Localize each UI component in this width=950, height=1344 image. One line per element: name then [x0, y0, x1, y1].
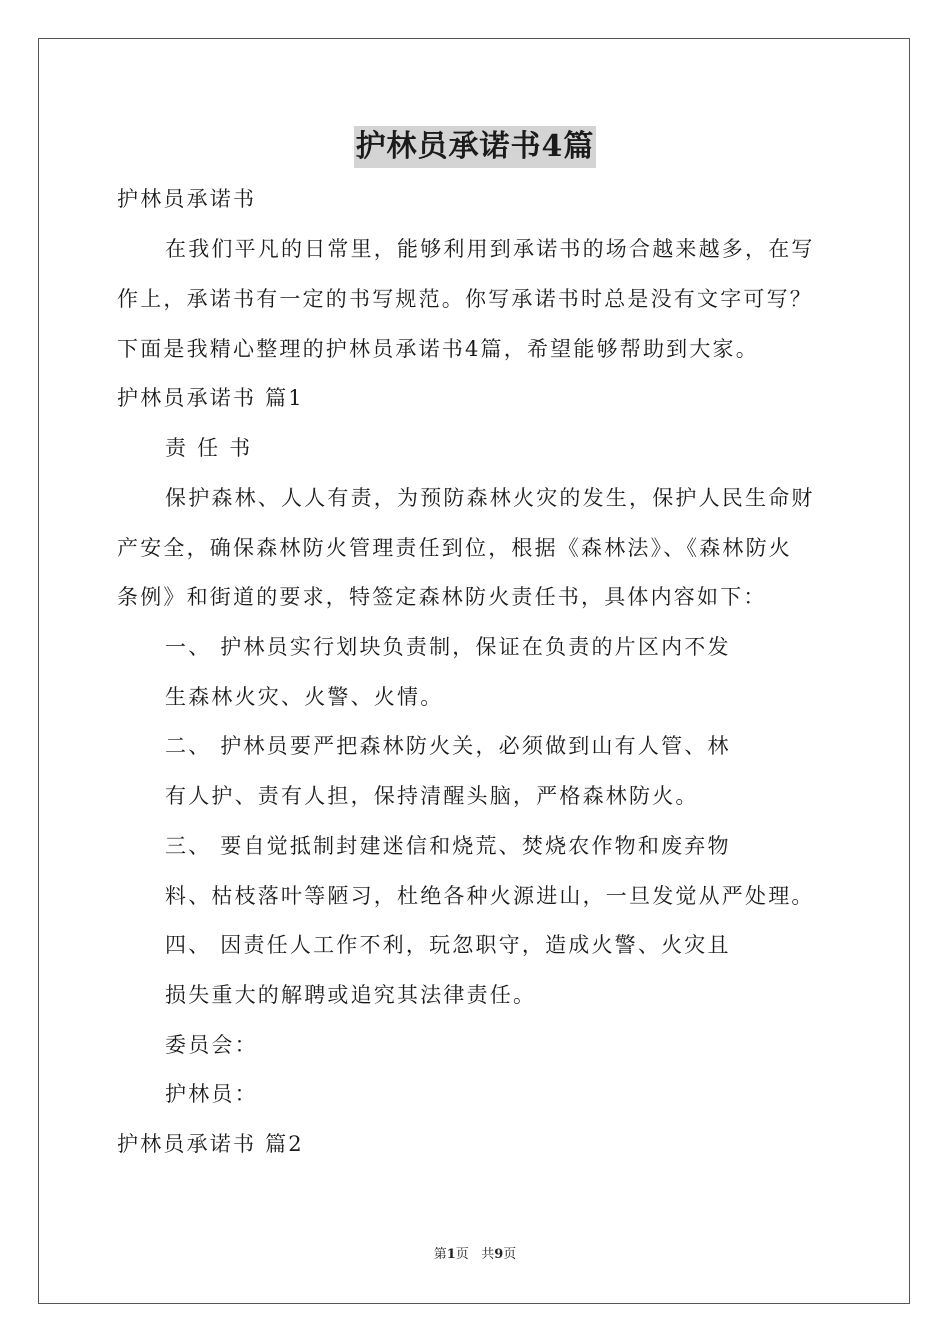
paragraph-line: 在我们平凡的日常里，能够利用到承诺书的场合越来越多，在写 [165, 237, 815, 261]
list-item-line: 料、枯枝落叶等陋习，杜绝各种火源进山，一旦发觉从严处理。 [165, 884, 815, 908]
list-item-line: 二、 护林员要严把森林防火关，必须做到山有人管、林 [165, 734, 731, 758]
paragraph-line: 下面是我精心整理的护林员承诺书4篇，希望能够帮助到大家。 [117, 337, 759, 361]
page-frame [38, 38, 910, 1304]
footer-page-number: 1 [446, 1247, 456, 1262]
document-title: 护林员承诺书4篇 [354, 126, 597, 168]
footer-page-label: 页 [455, 1247, 469, 1262]
list-item-line: 损失重大的解聘或追究其法律责任。 [165, 983, 537, 1007]
list-item-line: 生森林火灾、火警、火情。 [165, 685, 444, 709]
list-item-line: 有人护、责有人担，保持清醒头脑，严格森林防火。 [165, 784, 699, 808]
subsection-heading: 责 任 书 [165, 436, 253, 460]
paragraph-line: 产安全，确保森林防火管理责任到位，根据《森林法》、《森林防火 [117, 536, 792, 560]
signature-line: 委员会： [165, 1033, 258, 1057]
footer-total-pages: 9 [494, 1247, 504, 1262]
signature-line: 护林员： [165, 1082, 258, 1106]
footer-total-prefix: 共 [481, 1247, 495, 1262]
section-heading: 护林员承诺书 篇2 [117, 1132, 304, 1156]
list-item-line: 一、 护林员实行划块负责制，保证在负责的片区内不发 [165, 635, 731, 659]
page-footer [0, 1246, 950, 1264]
list-item-line: 四、 因责任人工作不利，玩忽职守，造成火警、火灾且 [165, 933, 731, 957]
paragraph-line: 作上，承诺书有一定的书写规范。你写承诺书时总是没有文字可写？ [117, 287, 813, 311]
paragraph-line: 条例》和街道的要求，特签定森林防火责任书，具体内容如下： [117, 585, 767, 609]
footer-page-prefix: 第 [433, 1247, 447, 1262]
section-heading: 护林员承诺书 篇1 [117, 386, 304, 410]
list-item-line: 三、 要自觉抵制封建迷信和烧荒、焚烧农作物和废弃物 [165, 834, 731, 858]
section-heading: 护林员承诺书 [117, 187, 257, 211]
footer-total-label: 页 [503, 1247, 517, 1262]
title-container [0, 126, 950, 168]
paragraph-line: 保护森林、人人有责，为预防森林火灾的发生，保护人民生命财 [165, 486, 815, 510]
